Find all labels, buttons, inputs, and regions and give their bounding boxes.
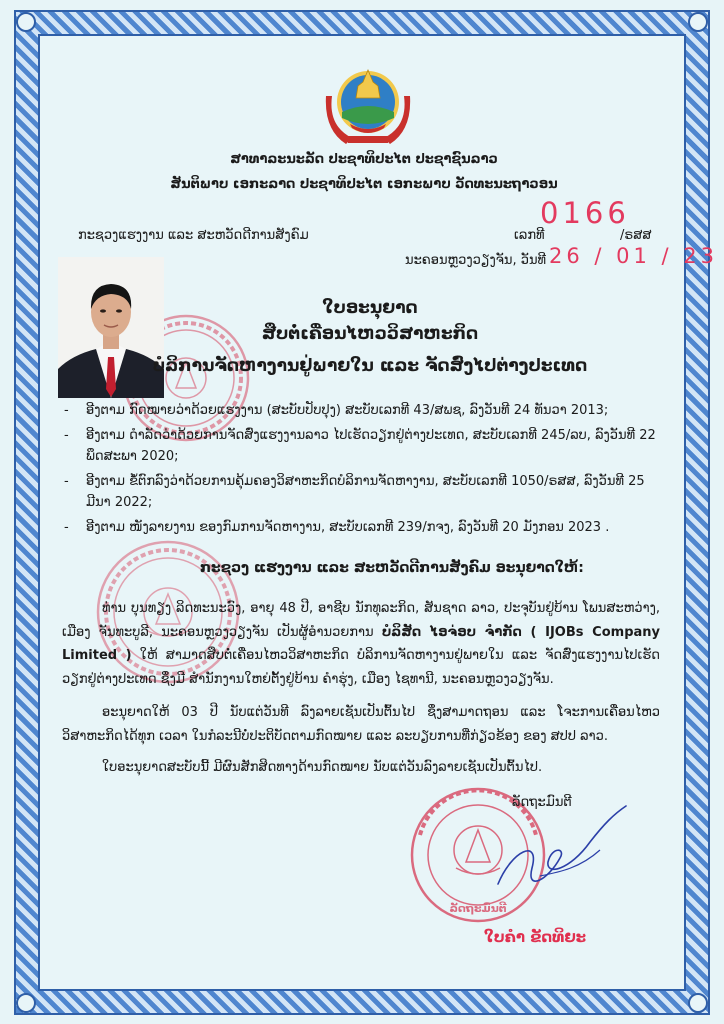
document-subtitle: ສືບຕໍ່ເຄື່ອນໄຫວວິສາຫະກິດ xyxy=(261,324,479,344)
reference-text: ອີງຕາມ ຂໍ້ຕົກລົງວ່າດ້ວຍການຄຸ້ມຄອງວິສາຫະກິດບໍລິການຈັດຫາງານ, ສະບັບເລກທີ 1050/ຣສສ, ລົງວັນທີ 25 ມີນາ 2022; xyxy=(86,474,645,510)
effect-paragraph: ໃບອະນຸຍາດສະບັບນີ້ ມີຜົນສັກສິດທາງດ້ານກົດໝາຍ ນັບແຕ່ວັນລົງລາຍເຊັນເປັນຕົ້ນໄປ. xyxy=(102,760,543,775)
bullet-dash: - xyxy=(64,428,69,443)
license-scope-text: ໃຫ້ ສາມາດສືບຕໍ່ເຄື່ອນໄຫວວິສາຫະກິດ ບໍລິການຈັດຫາງານຢູ່ພາຍໃນ ແລະ ຈັດສົ່ງແຮງງານໄປເຮັດວຽກຢູ່ຕ່າງປະເທດ ຊຶ່ງມີ ສຳນັກງານໃຫຍ່ຕັ້ງຢູ່ບ້ານ ຄຳຮຸ່ງ, ເມືອງ ໄຊທານີ, ນະຄອນຫຼວງວຽງຈັນ. xyxy=(62,648,661,687)
bullet-dash: - xyxy=(64,474,69,489)
reference-text: ອີງຕາມ ກົດໝາຍວ່າດ້ວຍແຮງງານ (ສະບັບປັບປຸງ) ສະບັບເລກທີ 43/ສພຊ, ລົງວັນທີ 24 ທັນວາ 2013; xyxy=(86,403,609,418)
bullet-dash: - xyxy=(64,520,69,535)
country-name: ສາທາລະນະລັດ ປະຊາທິປະໄຕ ປະຊາຊົນລາວ xyxy=(230,152,498,167)
reference-suffix: /ຣສສ xyxy=(620,228,652,243)
issue-date: 26 / 01 / 23 xyxy=(549,244,719,268)
ministry-name: ກະຊວງແຮງງານ ແລະ ສະຫວັດດີການສັງຄົມ xyxy=(78,228,309,243)
document-scope: ບໍລິການຈັດຫາງານຢູ່ພາຍໃນ ແລະ ຈັດສົ່ງໄປຕ່າງປະເທດ xyxy=(152,356,588,376)
holder-details: ທ່ານ ບຸນທຽງ ລິດທະນະວົງ, ອາຍຸ 48 ປີ, ອາຊີບ ນັກທຸລະກິດ, ສັນຊາດ ລາວ, ປະຈຸບັນຢູ່ບ້ານ ໂພນສະຫວ່າງ, ເມືອງ ຈັນທະບູລີ, ນະຄອນຫຼວງວຽງຈັນ ເປັນຜູ້ອຳນວຍການ xyxy=(62,601,660,640)
document-title: ໃບອະນຸຍາດ xyxy=(322,298,418,318)
signatory-name: ໃບຄຳ ຂັດທິຍະ xyxy=(484,928,587,946)
stamp-label: ລັດຖະມົນຕີ xyxy=(449,902,507,915)
reference-number: 0166 xyxy=(540,196,630,230)
date-label: ນະຄອນຫຼວງວຽງຈັນ, ວັນທີ xyxy=(405,253,547,268)
signatory-title: ລັດຖະມົນຕີ xyxy=(512,795,572,810)
company-name: ບໍລິສັດ ໄອຈ່ອບ ຈຳກັດ ( IJOBs Company Limited ) xyxy=(62,624,660,663)
reference-label: ເລກທີ xyxy=(514,228,545,243)
reference-text: ອີງຕາມ ໜັງລາຍງານ ຂອງກົມການຈັດຫາງານ, ສະບັບເລກທີ 239/ກຈງ, ລົງວັນທີ 20 ມັງກອນ 2023 . xyxy=(86,520,610,535)
bullet-dash: - xyxy=(64,403,69,418)
grant-heading: ກະຊວງ ແຮງງານ ແລະ ສະຫວັດດີການສັງຄົມ ອະນຸຍາດໃຫ້: xyxy=(200,560,584,576)
validity-paragraph: ອະນຸຍາດໃຫ້ 03 ປີ ນັບແຕ່ວັນທີ ລົງລາຍເຊັນເປັນຕົ້ນໄປ ຊຶ່ງສາມາດຖອນ ແລະ ໂຈະການເຄື່ອນໄຫວວິສາຫະກິດໄດ້ທຸກ ເວລາ ໃນກໍລະນີບໍ່ປະຕິບັດຕາມກົດໝາຍ ແລະ ລະບຽບການທີ່ກ່ຽວຂ້ອງ ຂອງ ສປປ ລາວ. xyxy=(62,705,660,744)
reference-text: ອີງຕາມ ດຳລັດວ່າດ້ວຍການຈັດສົ່ງແຮງງານລາວ ໄປເຮັດວຽກຢູ່ຕ່າງປະເທດ, ສະບັບເລກທີ 245/ລບ, ລົງວັນທີ 22 ພຶດສະພາ 2020; xyxy=(86,428,656,464)
national-motto: ສັນຕິພາບ ເອກະລາດ ປະຊາທິປະໄຕ ເອກະພາບ ວັດທະນະຖາວອນ xyxy=(170,177,558,192)
